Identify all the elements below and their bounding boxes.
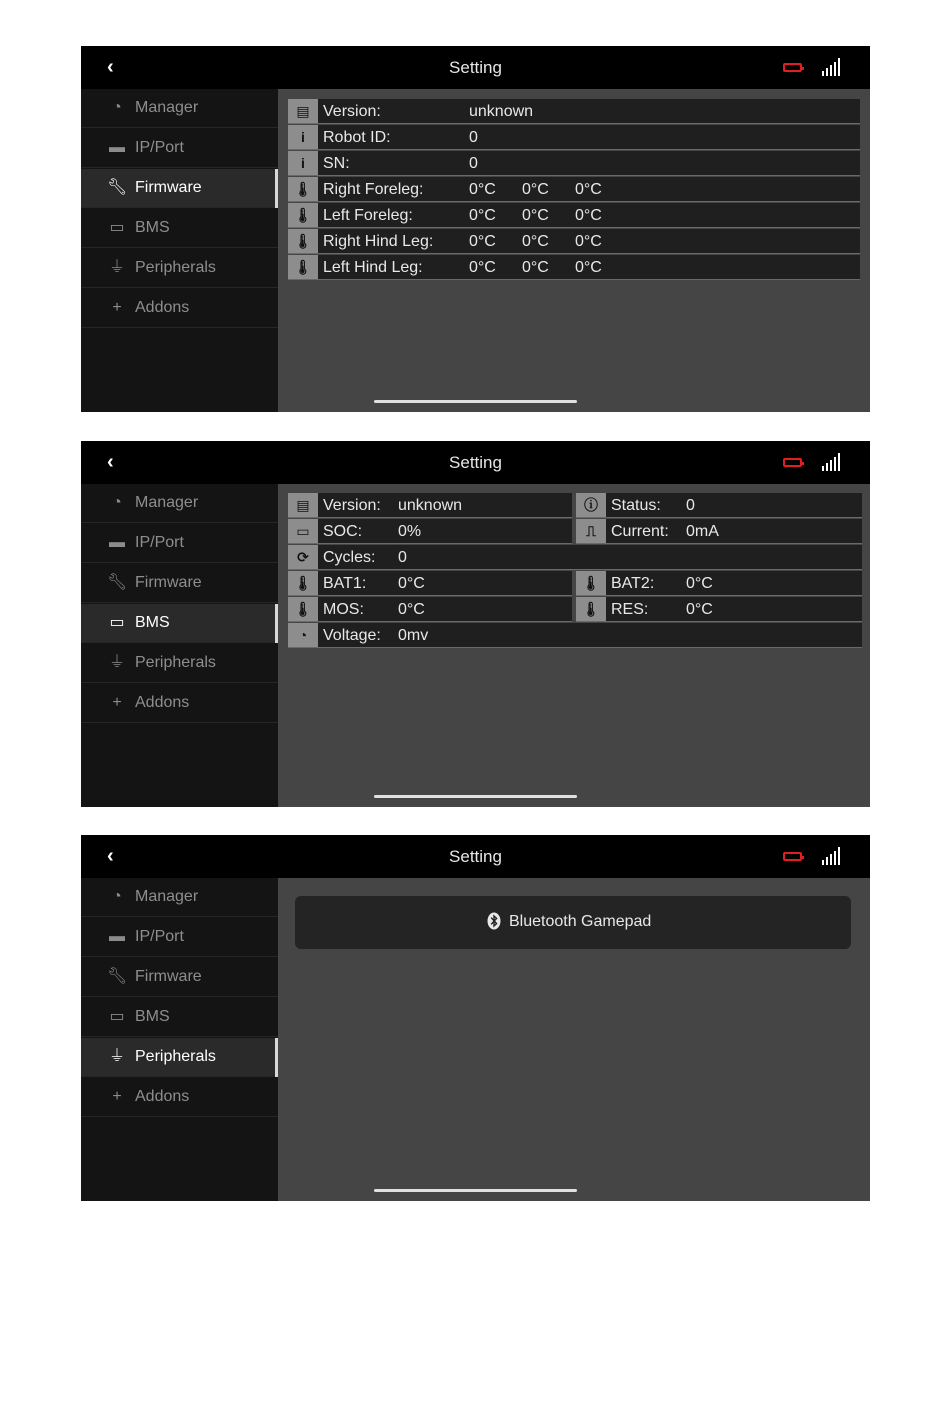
bms-row-voltage [288, 623, 862, 648]
thermometer-icon: 🌡︎ [288, 203, 318, 227]
sidebar-item-manager[interactable] [81, 484, 278, 523]
row-label: Left Hind Leg: [323, 259, 423, 276]
info-row-left-foreleg [288, 203, 860, 228]
row-value: 0 [398, 549, 407, 566]
info-row-left-hind-leg [288, 255, 860, 280]
thermometer-icon: 🌡︎ [288, 597, 318, 621]
row-label: BAT1: [323, 575, 367, 592]
battery-icon: ▭ [109, 1008, 125, 1025]
thermometer-icon: 🌡︎ [576, 571, 606, 595]
row-label: BAT2: [611, 575, 655, 592]
gauge-icon: ◔ [288, 623, 318, 647]
sidebar-item-manager[interactable] [81, 878, 278, 917]
home-indicator [374, 795, 577, 798]
plus-icon: + [112, 1088, 122, 1105]
thermometer-icon: 🌡︎ [288, 229, 318, 253]
row-label: Cycles: [323, 549, 376, 566]
sidebar-item-label: IP/Port [135, 534, 184, 551]
battery-icon [783, 63, 802, 72]
row-value: 0°C [686, 601, 713, 618]
bluetooth-gamepad-button[interactable] [295, 896, 851, 949]
back-button[interactable]: ‹ [107, 845, 114, 867]
sidebar-item-label: Manager [135, 494, 199, 511]
info-row-version [288, 99, 860, 124]
info-icon: i [288, 125, 318, 149]
sidebar-item-label: IP/Port [135, 928, 184, 945]
battery-icon [783, 458, 802, 467]
bms-row-res [576, 597, 862, 622]
sidebar-item-addons[interactable] [81, 684, 278, 723]
top-bar [81, 46, 870, 89]
sidebar-item-firmware[interactable] [81, 958, 278, 997]
sidebar-item-bms[interactable] [81, 604, 278, 643]
sidebar-item-label: BMS [135, 614, 170, 631]
row-value: unknown [469, 103, 534, 120]
row-value: 0°C [522, 233, 549, 250]
network-icon: ▬ [109, 534, 125, 551]
row-value: 0 [469, 155, 478, 172]
network-icon: ▬ [109, 139, 125, 156]
battery-icon: ▭ [109, 219, 125, 236]
sidebar [81, 484, 278, 807]
info-row-robot-id [288, 125, 860, 150]
page-title: Setting [449, 58, 502, 77]
sidebar-item-label: Manager [135, 888, 199, 905]
row-value: 0°C [522, 259, 549, 276]
row-value: 0°C [686, 575, 713, 592]
peripherals-screen [81, 835, 870, 1201]
row-label: Right Foreleg: [323, 181, 424, 198]
network-icon: ▬ [109, 928, 125, 945]
book-icon: ▤ [288, 493, 318, 517]
sidebar-item-label: Addons [135, 694, 190, 711]
sidebar-item-label: Addons [135, 299, 190, 316]
bms-row-status [576, 493, 862, 518]
dashboard-icon: ◔ [112, 494, 122, 511]
firmware-info-panel [278, 89, 870, 412]
bms-row-bat1 [288, 571, 572, 596]
row-value: 0°C [575, 233, 602, 250]
bms-info-panel [278, 484, 870, 807]
dashboard-icon: ◔ [112, 888, 122, 905]
sidebar-item-label: BMS [135, 1008, 170, 1025]
page-title: Setting [449, 847, 502, 866]
wrench-icon: 🔧︎ [107, 968, 128, 985]
back-button[interactable]: ‹ [107, 451, 114, 473]
peripherals-panel [278, 878, 870, 1201]
row-value: 0°C [575, 207, 602, 224]
plus-icon: + [112, 694, 122, 711]
bms-screen [81, 441, 870, 807]
row-label: Voltage: [323, 627, 381, 644]
sidebar-item-ip-port[interactable] [81, 129, 278, 168]
row-label: Status: [611, 497, 661, 514]
thermometer-icon: 🌡︎ [288, 571, 318, 595]
bluetooth-icon [487, 912, 501, 930]
sidebar-item-manager[interactable] [81, 89, 278, 128]
info-row-sn [288, 151, 860, 176]
sidebar [81, 89, 278, 412]
row-label: Left Foreleg: [323, 207, 413, 224]
sidebar-item-ip-port[interactable] [81, 524, 278, 563]
sidebar-item-label: Firmware [135, 179, 202, 196]
battery-icon: ▭ [109, 614, 125, 631]
top-bar [81, 835, 870, 878]
info-circle-icon: ⓘ [576, 493, 606, 517]
row-value: 0°C [469, 207, 496, 224]
firmware-screen [81, 46, 870, 412]
row-value: 0°C [469, 259, 496, 276]
sidebar-item-peripherals[interactable] [81, 1038, 278, 1077]
row-label: SOC: [323, 523, 363, 540]
row-value: 0% [398, 523, 422, 540]
wrench-icon: 🔧︎ [107, 574, 128, 591]
dashboard-icon: ◔ [112, 99, 122, 116]
row-label: Version: [323, 497, 381, 514]
signal-icon [820, 453, 842, 471]
book-icon: ▤ [288, 99, 318, 123]
sidebar-item-firmware[interactable] [81, 564, 278, 603]
bms-row-cycles [288, 545, 862, 570]
bms-row-mos [288, 597, 572, 622]
sidebar-item-bms[interactable] [81, 998, 278, 1037]
plug-icon: ⏚ [108, 259, 125, 276]
plus-icon: + [112, 299, 122, 316]
wrench-icon: 🔧︎ [107, 179, 128, 196]
row-value: 0°C [522, 207, 549, 224]
home-indicator [374, 1189, 577, 1192]
back-button[interactable]: ‹ [107, 56, 114, 78]
row-value: 0°C [469, 233, 496, 250]
bms-row-version [288, 493, 572, 518]
sidebar [81, 878, 278, 1201]
sidebar-item-addons[interactable] [81, 1078, 278, 1117]
row-value: 0°C [469, 181, 496, 198]
sidebar-item-label: BMS [135, 219, 170, 236]
signal-icon [820, 58, 842, 76]
row-value: 0 [686, 497, 695, 514]
sidebar-item-bms[interactable] [81, 209, 278, 248]
battery-icon: ▭ [288, 519, 318, 543]
top-bar [81, 441, 870, 484]
plug-icon: ⏚ [108, 654, 125, 671]
plug-icon: ⏚ [108, 1048, 125, 1065]
thermometer-icon: 🌡︎ [576, 597, 606, 621]
row-value: 0°C [398, 575, 425, 592]
sidebar-item-ip-port[interactable] [81, 918, 278, 957]
signal-icon [820, 847, 842, 865]
sidebar-item-peripherals[interactable] [81, 644, 278, 683]
sidebar-item-firmware[interactable] [81, 169, 278, 208]
row-value: 0mv [398, 627, 429, 644]
sidebar-item-label: Peripherals [135, 1048, 216, 1065]
row-label: MOS: [323, 601, 364, 618]
bms-row-current [576, 519, 862, 544]
sidebar-item-label: IP/Port [135, 139, 184, 156]
sidebar-item-label: Firmware [135, 574, 202, 591]
row-value: 0°C [575, 181, 602, 198]
row-label: Robot ID: [323, 129, 391, 146]
bms-row-soc [288, 519, 572, 544]
sidebar-item-label: Manager [135, 99, 199, 116]
sidebar-item-label: Peripherals [135, 654, 216, 671]
page-title: Setting [449, 453, 502, 472]
row-label: Current: [611, 523, 669, 540]
refresh-icon: ⟳ [288, 545, 318, 569]
row-value: 0°C [398, 601, 425, 618]
row-label: RES: [611, 601, 649, 618]
row-label: SN: [323, 155, 350, 172]
sidebar-item-label: Firmware [135, 968, 202, 985]
row-value: 0°C [522, 181, 549, 198]
pulse-icon: ⎍ [576, 519, 606, 543]
row-value: unknown [398, 497, 463, 514]
thermometer-icon: 🌡︎ [288, 177, 318, 201]
info-row-right-foreleg [288, 177, 860, 202]
bluetooth-gamepad-label: Bluetooth Gamepad [509, 913, 652, 930]
thermometer-icon: 🌡︎ [288, 255, 318, 279]
sidebar-item-addons[interactable] [81, 289, 278, 328]
row-label: Right Hind Leg: [323, 233, 434, 250]
row-value: 0°C [575, 259, 602, 276]
sidebar-item-label: Addons [135, 1088, 190, 1105]
bms-row-bat2 [576, 571, 862, 596]
row-label: Version: [323, 103, 381, 120]
sidebar-item-label: Peripherals [135, 259, 216, 276]
battery-icon [783, 852, 802, 861]
sidebar-item-peripherals[interactable] [81, 249, 278, 288]
home-indicator [374, 400, 577, 403]
info-row-right-hind-leg [288, 229, 860, 254]
row-value: 0 [469, 129, 478, 146]
info-icon: i [288, 151, 318, 175]
row-value: 0mA [686, 523, 719, 540]
